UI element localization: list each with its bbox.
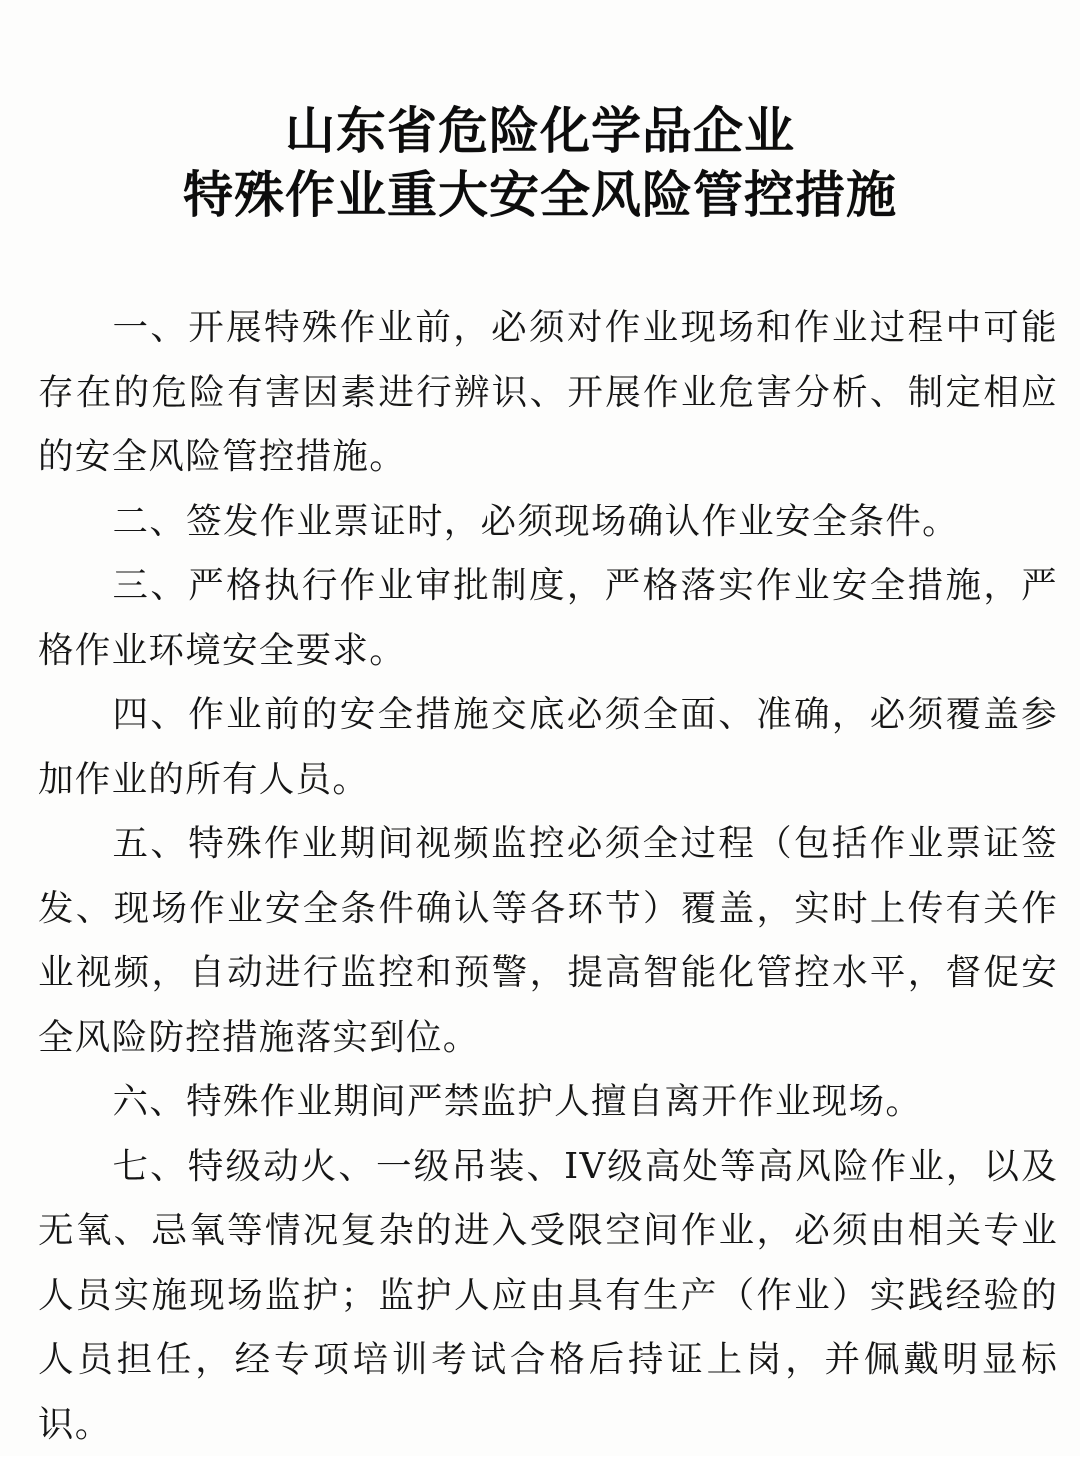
- paragraph-7: 七、特级动火、一级吊装、IV级高处等高风险作业，以及无氧、忌氧等情况复杂的进入受限空间作业，必须由相关专业人员实施现场监护；监护人应由具有生产（作业）实践经验的人员担任，经专项培训考试合格后持证上岗，并佩戴明显标识。: [38, 1135, 1058, 1457]
- document-title-line-2: 特殊作业重大安全风险管控措施: [0, 164, 1080, 226]
- paragraph-4: 四、作业前的安全措施交底必须全面、准确，必须覆盖参加作业的所有人员。: [38, 683, 1058, 812]
- document-body: [38, 296, 1058, 1457]
- paragraph-5: 五、特殊作业期间视频监控必须全过程（包括作业票证签发、现场作业安全条件确认等各环节）覆盖，实时上传有关作业视频，自动进行监控和预警，提高智能化管控水平，督促安全风险防控措施落实到位。: [38, 812, 1058, 1070]
- paragraph-3: 三、严格执行作业审批制度，严格落实作业安全措施，严格作业环境安全要求。: [38, 554, 1058, 683]
- paragraph-2: 二、签发作业票证时，必须现场确认作业安全条件。: [38, 490, 1058, 555]
- document-title-line-1: 山东省危险化学品企业: [0, 100, 1080, 162]
- paragraph-6: 六、特殊作业期间严禁监护人擅自离开作业现场。: [38, 1070, 1058, 1135]
- paragraph-1: 一、开展特殊作业前，必须对作业现场和作业过程中可能存在的危险有害因素进行辨识、开展作业危害分析、制定相应的安全风险管控措施。: [38, 296, 1058, 490]
